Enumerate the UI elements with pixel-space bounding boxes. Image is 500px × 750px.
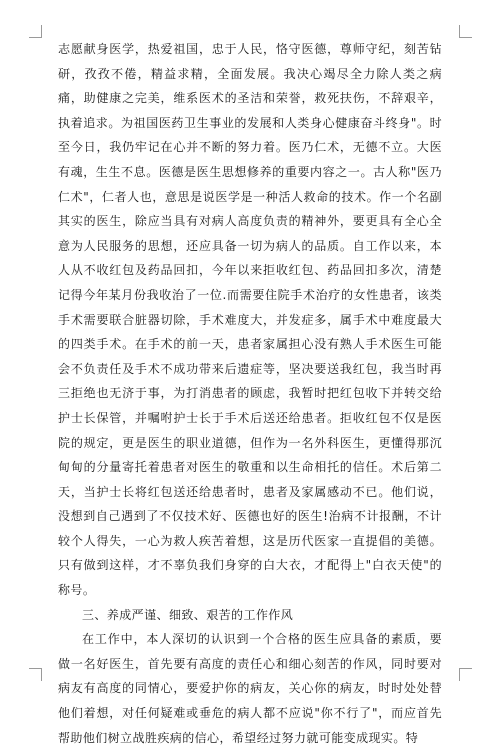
section-heading: 三、养成严谨、细致、艰苦的工作作风	[82, 607, 294, 622]
document-body	[58, 37, 442, 750]
paragraph-work-style: 在工作中，本人深切的认识到一个合格的医生应具备的素质，要做一名好医生，首先要有高度的责任心和细心刻苦的作风，同时要对病友有高度的同情心，要爱护你的病友，关心你的病友，时时处处替他们着想，对任何疑难或垂危的病人都不应说"你不行了"，而应首先帮助他们树立战胜疾病的信心，希望经过努力就可能变成现实。特	[58, 632, 442, 745]
crop-mark-bottom-right	[459, 668, 472, 681]
crop-mark-bottom-left	[29, 668, 42, 681]
crop-mark-top-left	[29, 25, 42, 38]
crop-mark-top-right	[459, 25, 472, 38]
paragraph-medical-ethics: 志愿献身医学，热爱祖国，忠于人民，恪守医德，尊师守纪，刻苦钻研，孜孜不倦，精益求精，全面发展。我决心竭尽全力除人类之病痛，助健康之完美，维系医术的圣洁和荣誉，救死扶伤，不辞艰辛，执着追求。为祖国医药卫生事业的发展和人类身心健康奋斗终身"。时至今日，我仍牢记在心并不断的努力着。医乃仁术，无德不立。大医有魂，生生不息。医德是医生思想修养的重要内容之一。古人称"医乃仁术"，仁者人也，意思是说医学是一种活人救命的技术。作一个名副其实的医生，除应当具有对病人高度负责的精神外，要更具有全心全意为人民服务的思想，还应具备一切为病人的品质。自工作以来，本人从不收红包及药品回扣，今年以来拒收红包、药品回扣多次，清楚记得今年某月份我收治了一位.而需要住院手术治疗的女性患者，该类手术需要联合脏器切除，手术难度大，并发症多，属手术中难度最大的四类手术。在手术的前一天，患者家属担心没有熟人手术医生可能会不负责任及手术不成功带来后遗症等，坚决要送我红包，我当时再三拒绝也无济于事，为打消患者的顾虑，我暂时把红包收下并转交给护士长保管，并嘱咐护士长于手术后送还给患者。拒收红包不仅是医院的规定，更是医生的职业道德，但作为一名外科医生，更懂得那沉甸甸的分量寄托着患者对医生的敬重和以生命相托的信任。术后第二天，当护士长将红包送还给患者时，患者及家属感动不已。他们说，没想到自己遇到了不仅技术好、医德也好的医生!治病不计报酬，不计较个人得失，一心为救人疾苦着想，这是历代医家一直提倡的美德。只有做到这样，才不辜负我们身穿的白大衣，才配得上"白衣天使"的称号。	[58, 42, 442, 598]
